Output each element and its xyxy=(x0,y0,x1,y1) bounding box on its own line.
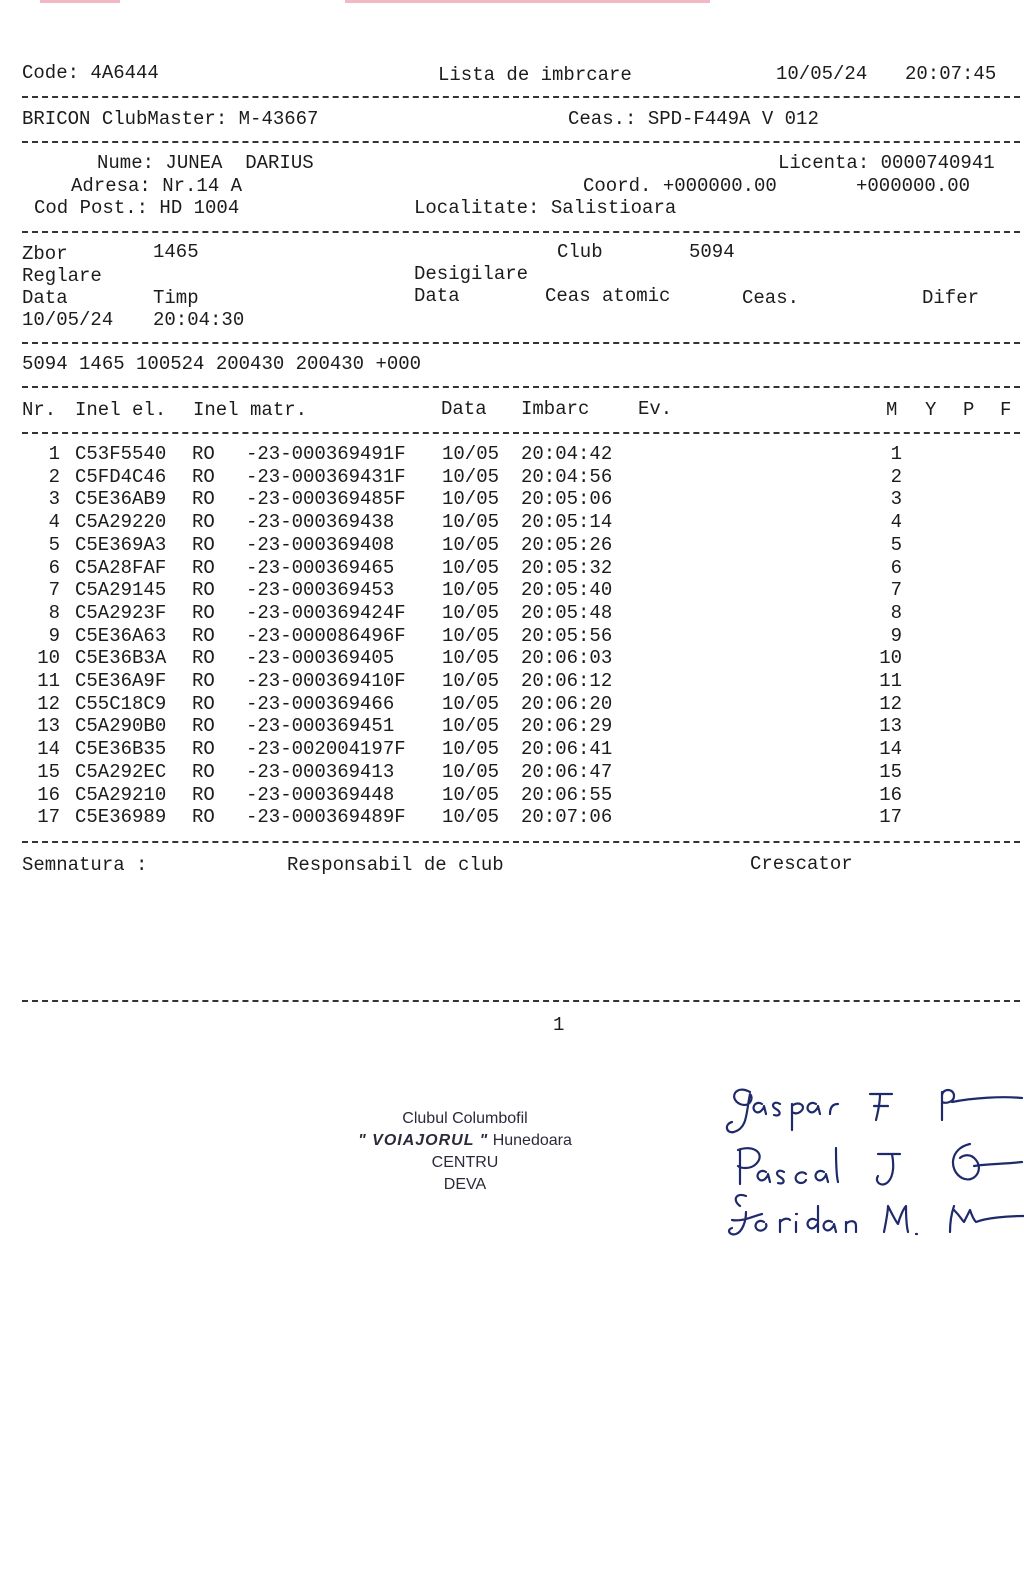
divider xyxy=(22,386,1020,388)
row-electronic-ring: C5E369A3 xyxy=(75,534,167,556)
row-basketing-time: 20:06:12 xyxy=(521,670,613,692)
clubmaster-id: BRICON ClubMaster: M-43667 xyxy=(22,108,319,130)
club-label: Club xyxy=(557,241,603,263)
row-basketing-time: 20:05:40 xyxy=(521,579,613,601)
table-row xyxy=(0,647,1024,669)
row-electronic-ring: C5E36B35 xyxy=(75,738,167,760)
difference-label: Difer xyxy=(922,287,980,309)
stamp-line-2 xyxy=(330,1130,600,1152)
club-number: 5094 xyxy=(689,241,735,263)
owner-address: Adresa: Nr.14 A xyxy=(71,175,243,197)
row-number: 8 xyxy=(48,602,60,624)
row-date: 10/05 xyxy=(442,693,500,715)
row-country-code: RO xyxy=(192,670,215,692)
row-registration-ring: -23-000369491F xyxy=(246,443,406,465)
stamp-line-4: DEVA xyxy=(443,1176,487,1193)
signature-initial-2 xyxy=(877,1154,900,1184)
row-country-code: RO xyxy=(192,693,215,715)
row-registration-ring: -23-000369438 xyxy=(246,511,395,533)
row-registration-ring: -23-000369424F xyxy=(246,602,406,624)
row-m-value: 9 xyxy=(890,625,902,647)
table-row xyxy=(0,806,1024,828)
row-date: 10/05 xyxy=(442,647,500,669)
row-registration-ring: -23-000369485F xyxy=(246,488,406,510)
row-number: 3 xyxy=(48,488,60,510)
row-country-code: RO xyxy=(192,647,215,669)
row-m-value: 11 xyxy=(879,670,902,692)
col-header-f: F xyxy=(1000,399,1012,421)
scan-stripe-left xyxy=(40,0,120,3)
row-country-code: RO xyxy=(192,534,215,556)
divider xyxy=(22,432,1020,434)
row-basketing-time: 20:06:41 xyxy=(521,738,613,760)
owner-name: Nume: JUNEA DARIUS xyxy=(97,152,314,174)
row-country-code: RO xyxy=(192,761,215,783)
row-basketing-time: 20:06:20 xyxy=(521,693,613,715)
row-date: 10/05 xyxy=(442,488,500,510)
club-responsible-label: Responsabil de club xyxy=(287,854,504,876)
owner-coord: Coord. +000000.00 xyxy=(583,175,777,197)
signature-name-2 xyxy=(738,1148,838,1184)
row-electronic-ring: C5E36AB9 xyxy=(75,488,167,510)
row-number: 2 xyxy=(48,466,60,488)
signature-mark-3 xyxy=(950,1206,1024,1232)
row-m-value: 17 xyxy=(879,806,902,828)
row-m-value: 8 xyxy=(890,602,902,624)
table-row xyxy=(0,715,1024,737)
row-date: 10/05 xyxy=(442,670,500,692)
row-registration-ring: -23-000369431F xyxy=(246,466,406,488)
header-time: 20:07:45 xyxy=(905,63,997,85)
code-label: Code: 4A6444 xyxy=(22,62,159,84)
row-registration-ring: -23-000369466 xyxy=(246,693,395,715)
owner-locality: Localitate: Salistioara xyxy=(414,197,677,219)
signature-mark-1 xyxy=(942,1090,1022,1120)
handwritten-signatures xyxy=(720,1070,1024,1260)
row-m-value: 6 xyxy=(890,557,902,579)
signature-name-1 xyxy=(727,1090,838,1133)
row-m-value: 1 xyxy=(890,443,902,465)
row-m-value: 10 xyxy=(879,647,902,669)
row-number: 12 xyxy=(37,693,60,715)
row-electronic-ring: C5E36989 xyxy=(75,806,167,828)
stamp-city: Hunedoara xyxy=(492,1132,572,1149)
row-registration-ring: -23-000369465 xyxy=(246,557,395,579)
table-row xyxy=(0,784,1024,806)
flight-number: 1465 xyxy=(153,241,199,263)
row-basketing-time: 20:04:42 xyxy=(521,443,613,465)
flight-label: Zbor xyxy=(22,243,68,265)
clock-label: Ceas. xyxy=(742,287,800,309)
club-stamp xyxy=(330,1108,600,1196)
row-date: 10/05 xyxy=(442,715,500,737)
row-date: 10/05 xyxy=(442,784,500,806)
row-basketing-time: 20:04:56 xyxy=(521,466,613,488)
row-country-code: RO xyxy=(192,579,215,601)
row-m-value: 16 xyxy=(879,784,902,806)
row-date: 10/05 xyxy=(442,579,500,601)
row-basketing-time: 20:05:56 xyxy=(521,625,613,647)
row-registration-ring: -23-000369451 xyxy=(246,715,395,737)
row-country-code: RO xyxy=(192,715,215,737)
row-date: 10/05 xyxy=(442,738,500,760)
row-country-code: RO xyxy=(192,784,215,806)
row-registration-ring: -23-002004197F xyxy=(246,738,406,760)
row-electronic-ring: C5A29145 xyxy=(75,579,167,601)
col-header-date: Data xyxy=(441,398,487,420)
table-row xyxy=(0,761,1024,783)
signature-label: Semnatura : xyxy=(22,854,148,876)
row-registration-ring: -23-000369413 xyxy=(246,761,395,783)
row-number: 10 xyxy=(37,647,60,669)
row-registration-ring: -23-000369410F xyxy=(246,670,406,692)
owner-coord-second: +000000.00 xyxy=(856,175,971,197)
row-m-value: 3 xyxy=(890,488,902,510)
row-date: 10/05 xyxy=(442,557,500,579)
row-basketing-time: 20:05:48 xyxy=(521,602,613,624)
row-country-code: RO xyxy=(192,511,215,533)
col-header-nr: Nr. xyxy=(22,399,57,421)
table-row xyxy=(0,443,1024,465)
col-header-event: Ev. xyxy=(638,398,673,420)
row-country-code: RO xyxy=(192,557,215,579)
row-electronic-ring: C5E36A63 xyxy=(75,625,167,647)
row-m-value: 13 xyxy=(879,715,902,737)
row-electronic-ring: C5E36A9F xyxy=(75,670,167,692)
clock-id: Ceas.: SPD-F449A V 012 xyxy=(568,108,819,130)
desigilare-date-label: Data xyxy=(414,285,460,307)
signature-mark-2 xyxy=(953,1144,1022,1179)
divider xyxy=(22,141,1020,143)
scan-stripe-center xyxy=(345,0,710,3)
reglare-label: Reglare xyxy=(22,265,102,287)
table-row xyxy=(0,602,1024,624)
table-row xyxy=(0,511,1024,533)
row-electronic-ring: C53F5540 xyxy=(75,443,167,465)
col-header-m: M xyxy=(886,399,898,421)
row-m-value: 2 xyxy=(890,466,902,488)
owner-license: Licenta: 0000740941 xyxy=(778,152,995,174)
row-basketing-time: 20:06:29 xyxy=(521,715,613,737)
row-number: 4 xyxy=(48,511,60,533)
row-basketing-time: 20:06:55 xyxy=(521,784,613,806)
row-basketing-time: 20:05:06 xyxy=(521,488,613,510)
row-number: 16 xyxy=(37,784,60,806)
divider xyxy=(22,231,1020,233)
table-row xyxy=(0,625,1024,647)
row-number: 17 xyxy=(37,806,60,828)
row-number: 14 xyxy=(37,738,60,760)
row-m-value: 15 xyxy=(879,761,902,783)
row-electronic-ring: C5E36B3A xyxy=(75,647,167,669)
row-electronic-ring: C5A29210 xyxy=(75,784,167,806)
row-m-value: 5 xyxy=(890,534,902,556)
row-basketing-time: 20:06:47 xyxy=(521,761,613,783)
table-row xyxy=(0,534,1024,556)
row-electronic-ring: C5A292EC xyxy=(75,761,167,783)
row-country-code: RO xyxy=(192,738,215,760)
table-row xyxy=(0,579,1024,601)
row-number: 5 xyxy=(48,534,60,556)
row-number: 11 xyxy=(37,670,60,692)
row-registration-ring: -23-000369405 xyxy=(246,647,395,669)
row-registration-ring: -23-000369489F xyxy=(246,806,406,828)
col-header-registration-ring: Inel matr. xyxy=(193,399,308,421)
divider xyxy=(22,841,1020,843)
reglare-time-label: Timp xyxy=(153,287,199,309)
signature-initial-3 xyxy=(884,1206,917,1234)
row-basketing-time: 20:05:26 xyxy=(521,534,613,556)
row-number: 7 xyxy=(48,579,60,601)
table-row xyxy=(0,466,1024,488)
row-date: 10/05 xyxy=(442,761,500,783)
row-date: 10/05 xyxy=(442,534,500,556)
row-country-code: RO xyxy=(192,625,215,647)
reglare-date-label: Data xyxy=(22,287,68,309)
row-country-code: RO xyxy=(192,488,215,510)
page-number: 1 xyxy=(553,1014,565,1036)
row-date: 10/05 xyxy=(442,443,500,465)
row-number: 1 xyxy=(48,443,60,465)
row-electronic-ring: C5FD4C46 xyxy=(75,466,167,488)
divider xyxy=(22,1000,1020,1002)
row-country-code: RO xyxy=(192,806,215,828)
row-registration-ring: -23-000086496F xyxy=(246,625,406,647)
breeder-label: Crescator xyxy=(750,853,853,875)
owner-postcode: Cod Post.: HD 1004 xyxy=(34,197,240,219)
row-country-code: RO xyxy=(192,602,215,624)
flight-summary: 5094 1465 100524 200430 200430 +000 xyxy=(22,353,422,375)
header-date: 10/05/24 xyxy=(776,63,868,85)
row-basketing-time: 20:07:06 xyxy=(521,806,613,828)
table-row xyxy=(0,557,1024,579)
table-row xyxy=(0,488,1024,510)
row-date: 10/05 xyxy=(442,511,500,533)
row-basketing-time: 20:05:14 xyxy=(521,511,613,533)
row-electronic-ring: C5A28FAF xyxy=(75,557,167,579)
row-date: 10/05 xyxy=(442,806,500,828)
col-header-basketing: Imbarc xyxy=(521,398,590,420)
row-electronic-ring: C5A2923F xyxy=(75,602,167,624)
desigilare-label: Desigilare xyxy=(414,263,529,285)
stamp-line-1: Clubul Columbofil xyxy=(402,1110,528,1127)
row-country-code: RO xyxy=(192,443,215,465)
reglare-time: 20:04:30 xyxy=(153,309,245,331)
stamp-club-name: " VOIAJORUL " xyxy=(358,1132,489,1149)
atomic-clock-label: Ceas atomic xyxy=(545,285,671,307)
row-m-value: 4 xyxy=(890,511,902,533)
table-row xyxy=(0,693,1024,715)
row-date: 10/05 xyxy=(442,625,500,647)
row-registration-ring: -23-000369408 xyxy=(246,534,395,556)
row-basketing-time: 20:06:03 xyxy=(521,647,613,669)
row-basketing-time: 20:05:32 xyxy=(521,557,613,579)
row-date: 10/05 xyxy=(442,602,500,624)
document-title: Lista de imbrcare xyxy=(438,64,632,86)
row-number: 9 xyxy=(48,625,60,647)
row-electronic-ring: C55C18C9 xyxy=(75,693,167,715)
row-electronic-ring: C5A29220 xyxy=(75,511,167,533)
table-row xyxy=(0,670,1024,692)
divider xyxy=(22,342,1020,344)
row-number: 6 xyxy=(48,557,60,579)
reglare-date: 10/05/24 xyxy=(22,309,114,331)
row-country-code: RO xyxy=(192,466,215,488)
row-number: 15 xyxy=(37,761,60,783)
stamp-line-3: CENTRU xyxy=(431,1154,499,1171)
table-row xyxy=(0,738,1024,760)
row-date: 10/05 xyxy=(442,466,500,488)
row-registration-ring: -23-000369453 xyxy=(246,579,395,601)
col-header-y: Y xyxy=(925,399,937,421)
row-m-value: 14 xyxy=(879,738,902,760)
signature-name-3 xyxy=(729,1195,856,1234)
col-header-electronic-ring: Inel el. xyxy=(75,399,167,421)
col-header-p: P xyxy=(963,399,975,421)
row-number: 13 xyxy=(37,715,60,737)
signature-initial-1 xyxy=(870,1094,892,1120)
row-electronic-ring: C5A290B0 xyxy=(75,715,167,737)
row-registration-ring: -23-000369448 xyxy=(246,784,395,806)
row-m-value: 7 xyxy=(890,579,902,601)
row-m-value: 12 xyxy=(879,693,902,715)
divider xyxy=(22,96,1020,98)
